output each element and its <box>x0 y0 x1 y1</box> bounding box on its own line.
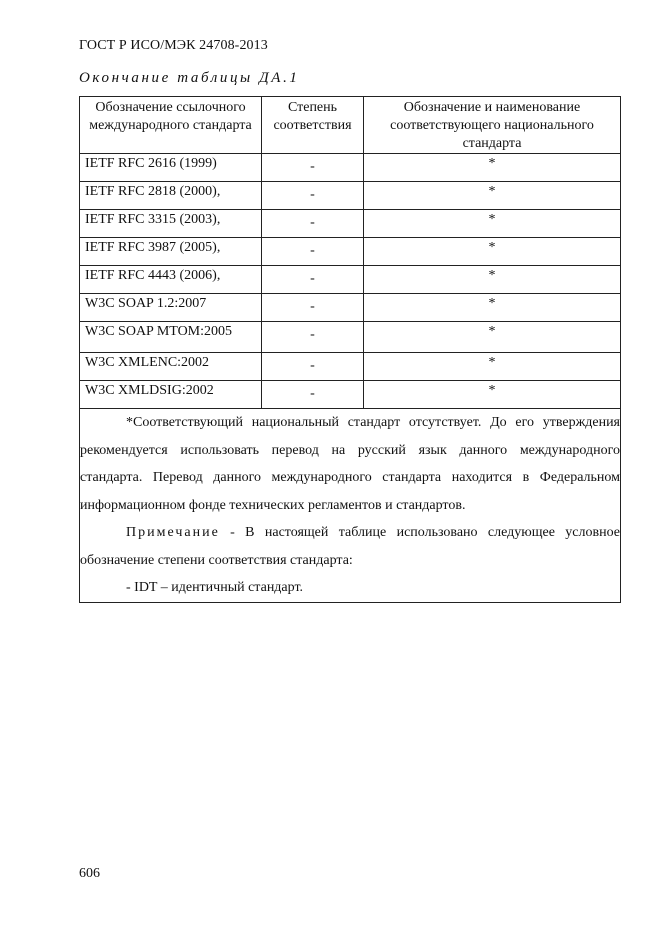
national-cell: * <box>364 154 621 182</box>
degree-cell: - <box>262 353 364 381</box>
national-cell: * <box>364 294 621 322</box>
standard-cell: IETF RFC 3315 (2003), <box>80 210 262 238</box>
column-header-standard: Обозначение ссылочного международного стандарта <box>80 97 262 154</box>
table-row <box>80 238 621 266</box>
note-text: - В настоящей таблице использовано следующее условное обозначение степени соответствия стандарта: <box>80 525 620 568</box>
table-note-row <box>80 409 621 603</box>
standard-cell: W3C XMLENC:2002 <box>80 353 262 381</box>
document-header: ГОСТ Р ИСО/МЭК 24708-2013 <box>79 38 268 53</box>
standard-cell: IETF RFC 2818 (2000), <box>80 182 262 210</box>
degree-cell: - <box>262 154 364 182</box>
national-cell: * <box>364 381 621 409</box>
standard-cell: IETF RFC 3987 (2005), <box>80 238 262 266</box>
note-item: - IDT – идентичный стандарт. <box>126 580 304 595</box>
degree-cell: - <box>262 322 364 353</box>
table-row <box>80 322 621 353</box>
standard-cell: W3C SOAP 1.2:2007 <box>80 294 262 322</box>
table-row <box>80 294 621 322</box>
national-cell: * <box>364 266 621 294</box>
table-row <box>80 381 621 409</box>
national-cell: * <box>364 182 621 210</box>
national-cell: * <box>364 210 621 238</box>
note-label: Примечание <box>126 525 220 540</box>
standard-cell: IETF RFC 2616 (1999) <box>80 154 262 182</box>
table-note-cell <box>80 409 621 603</box>
degree-cell: - <box>262 210 364 238</box>
table-row <box>80 353 621 381</box>
table-row <box>80 266 621 294</box>
degree-cell: - <box>262 294 364 322</box>
standard-cell: W3C SOAP MTOM:2005 <box>80 322 262 353</box>
degree-cell: - <box>262 238 364 266</box>
national-cell: * <box>364 238 621 266</box>
footnote-text: *Соответствующий национальный стандарт отсутствует. До его утверждения рекомендуется использовать перевод на русский язык данного международного стандарта. Перевод данного международного стандарта находится в Федеральном информационном фонде технических регламентов и стандартов. <box>80 415 620 513</box>
table-row <box>80 154 621 182</box>
note-paragraph <box>80 519 620 574</box>
degree-cell: - <box>262 381 364 409</box>
column-header-degree: Степень соответствия <box>262 97 364 154</box>
standards-table <box>79 96 621 603</box>
national-cell: * <box>364 322 621 353</box>
standard-cell: W3C XMLDSIG:2002 <box>80 381 262 409</box>
table-header-row <box>80 97 621 154</box>
degree-cell: - <box>262 182 364 210</box>
table-caption: Окончание таблицы ДА.1 <box>79 70 300 86</box>
column-header-national: Обозначение и наименование соответствующего национального стандарта <box>364 97 621 154</box>
table-row <box>80 210 621 238</box>
page-number: 606 <box>79 866 100 881</box>
table-row <box>80 182 621 210</box>
national-cell: * <box>364 353 621 381</box>
degree-cell: - <box>262 266 364 294</box>
standard-cell: IETF RFC 4443 (2006), <box>80 266 262 294</box>
